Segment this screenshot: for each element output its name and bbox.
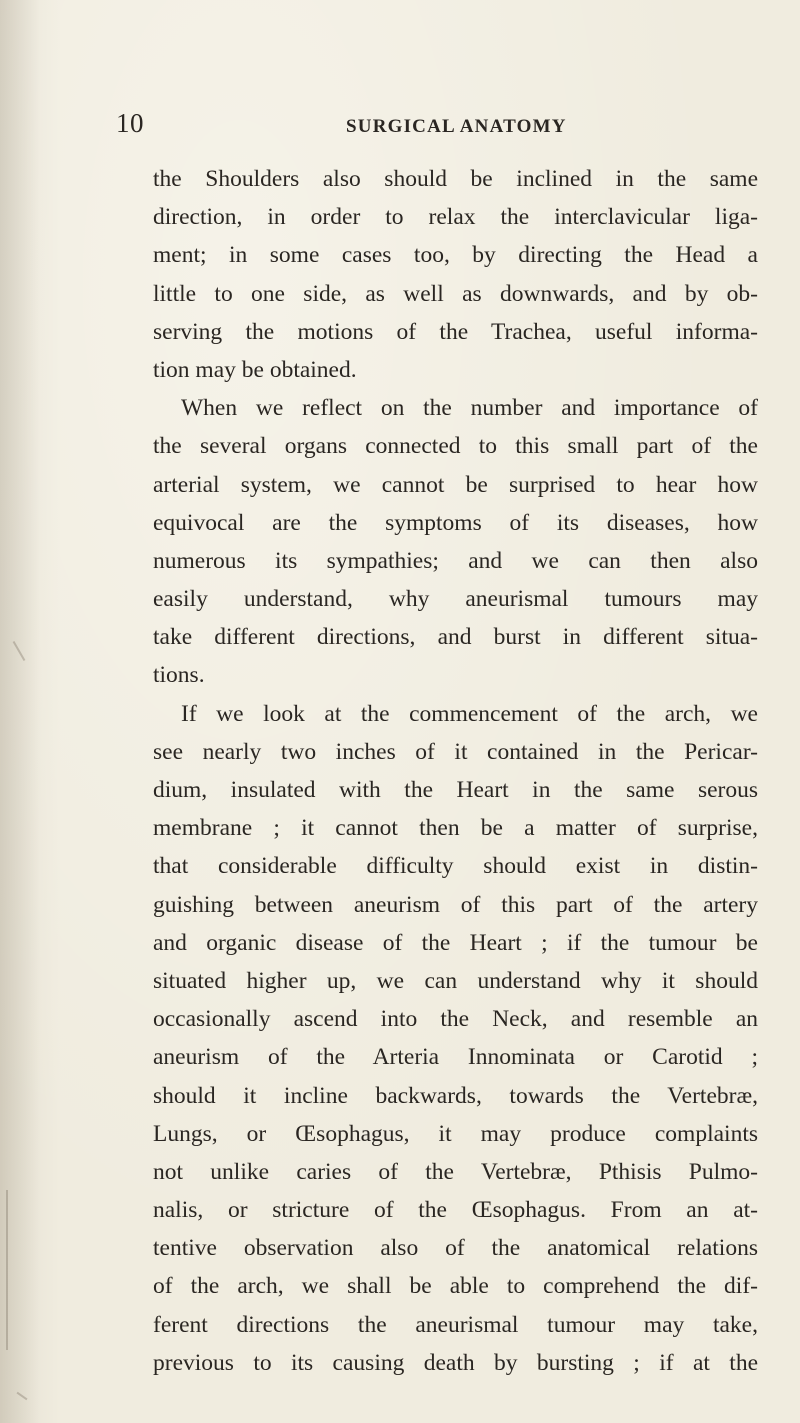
margin-mark	[6, 1190, 8, 1350]
text-line: If we look at the commencement of the arch, we	[181, 700, 758, 727]
text-line: guishing between aneurism of this part of the artery	[153, 891, 758, 918]
text-line: numerous its sympathies; and we can then also	[153, 547, 758, 574]
text-line: ment; in some cases too, by directing the Head a	[153, 242, 758, 269]
text-line: dium, insulated with the Heart in the same serous	[153, 777, 758, 803]
text-line: take different directions, and burst in different situa-	[153, 624, 758, 651]
text-line: see nearly two inches of it contained in the Pericar-	[153, 738, 758, 765]
text-line: easily understand, why aneurismal tumours may	[153, 586, 758, 613]
text-line: arterial system, we cannot be surprised to hear how	[153, 471, 758, 498]
text-line: tion may be obtained.	[153, 356, 357, 383]
text-line: equivocal are the symptoms of its diseases, how	[153, 509, 758, 536]
text-line: When we reflect on the number and importance of	[181, 395, 758, 422]
text-line: Lungs, or Œsophagus, it may produce complaints	[153, 1120, 758, 1147]
page-number: 10	[116, 108, 144, 138]
text-line: that considerable difficulty should exist in distin-	[153, 853, 758, 880]
text-line: previous to its causing death by bursting ; if at the	[153, 1349, 758, 1376]
text-line: occasionally ascend into the Neck, and resemble an	[153, 1006, 758, 1033]
text-line: serving the motions of the Trachea, useful informa-	[153, 318, 758, 345]
running-head	[0, 108, 800, 148]
text-line: and organic disease of the Heart ; if the tumour be	[153, 929, 758, 956]
text-line: the Shoulders also should be inclined in the same	[153, 166, 758, 192]
text-line: tentive observation also of the anatomical relations	[153, 1235, 758, 1262]
text-line: direction, in order to relax the interclavicular liga-	[153, 204, 758, 231]
text-line: ferent directions the aneurismal tumour may take,	[153, 1311, 758, 1338]
text-line: membrane ; it cannot then be a matter of surprise,	[153, 815, 758, 842]
text-line: not unlike caries of the Vertebræ, Pthisis Pulmo-	[153, 1158, 758, 1185]
text-line: tions.	[153, 662, 205, 689]
text-line: nalis, or stricture of the Œsophagus. From an at-	[153, 1197, 758, 1224]
text-line: of the arch, we shall be able to comprehend the dif-	[153, 1273, 758, 1300]
text-line: aneurism of the Arteria Innominata or Carotid ;	[153, 1044, 758, 1071]
running-title: SURGICAL ANATOMY	[346, 116, 567, 137]
text-line: situated higher up, we can understand why it should	[153, 967, 758, 994]
body-text	[153, 160, 758, 1382]
text-line: little to one side, as well as downwards, and by ob-	[153, 280, 758, 307]
text-line: the several organs connected to this small part of the	[153, 433, 758, 460]
text-line: should it incline backwards, towards the Vertebræ,	[153, 1082, 758, 1109]
